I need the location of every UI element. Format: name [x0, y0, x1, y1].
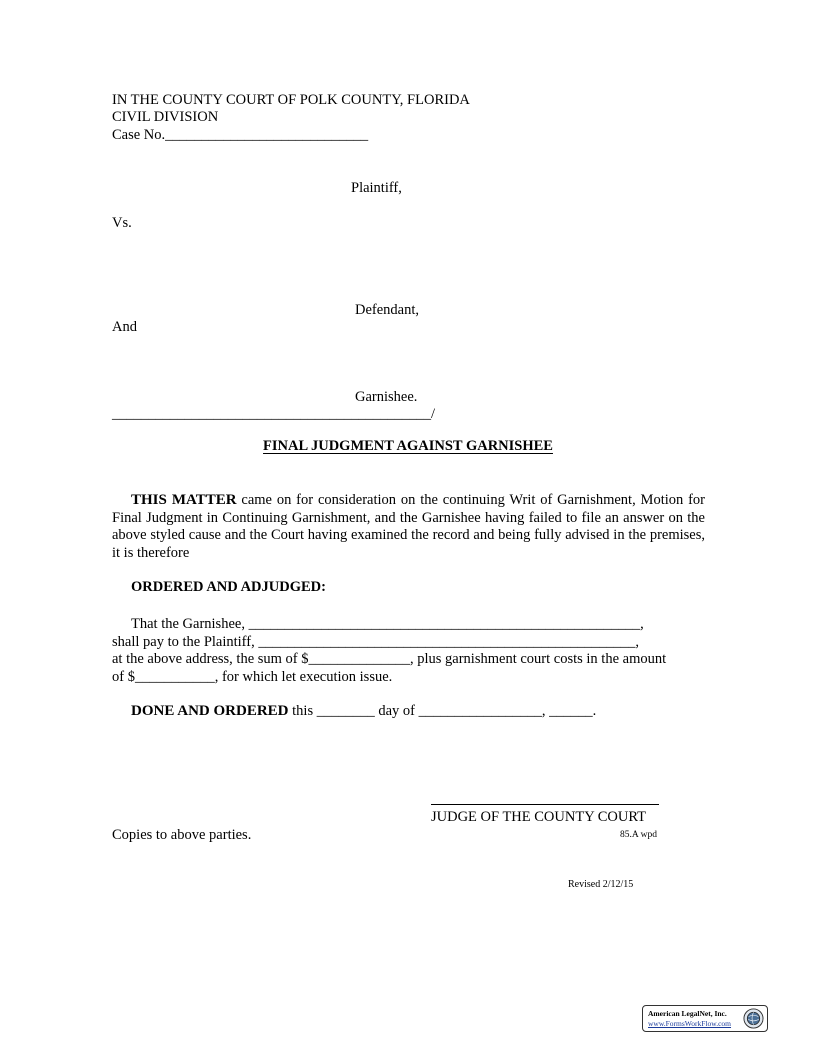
order-line-plaintiff: shall pay to the Plaintiff, ____________________________________________________,	[112, 634, 639, 650]
versus-label: Vs.	[112, 215, 132, 231]
logo-company-name: American LegalNet, Inc.	[648, 1009, 727, 1018]
caption-closing-line: ____________________________________________/	[112, 406, 436, 422]
judge-signature-label: JUDGE OF THE COUNTY COURT	[431, 809, 647, 825]
this-matter-lead: THIS MATTER	[131, 492, 237, 508]
plaintiff-label: Plaintiff,	[351, 180, 402, 196]
revised-date: Revised 2/12/15	[568, 879, 634, 890]
court-name: IN THE COUNTY COURT OF POLK COUNTY, FLORIDA	[112, 92, 470, 108]
globe-seal-icon	[743, 1008, 764, 1029]
order-line-sum: at the above address, the sum of $______________, plus garnishment court costs in the amount	[112, 651, 667, 667]
division: CIVIL DIVISION	[112, 109, 219, 125]
judge-signature-line	[431, 804, 659, 805]
body-paragraph	[112, 492, 705, 562]
form-code: 85.A wpd	[620, 830, 657, 840]
done-text: this ________ day of _________________, ______.	[288, 703, 597, 719]
ordered-heading: ORDERED AND ADJUDGED:	[131, 579, 326, 595]
garnishee-label: Garnishee.	[355, 389, 418, 405]
copies-note: Copies to above parties.	[112, 827, 252, 843]
document-title-text: FINAL JUDGMENT AGAINST GARNISHEE	[263, 438, 553, 454]
body-text: came on for consideration on the continuing Writ of Garnishment, Motion for Final Judgment in Continuing Garnishment, and the Garnishee having failed to file an answer on the above styled cause and the Court having examined the record and being fully advised in the premises, it is therefore	[112, 492, 705, 561]
defendant-label: Defendant,	[355, 302, 420, 318]
order-line-costs: of $___________, for which let execution issue.	[112, 669, 393, 685]
document-title	[0, 438, 816, 455]
american-legalnet-logo	[642, 1005, 768, 1032]
done-and-ordered	[131, 703, 596, 720]
and-label: And	[112, 319, 137, 335]
logo-website-link[interactable]: www.FormsWorkFlow.com	[648, 1019, 732, 1028]
case-number-field: Case No.____________________________	[112, 127, 369, 143]
order-line-garnishee: That the Garnishee, ______________________________________________________,	[131, 616, 644, 632]
done-lead: DONE AND ORDERED	[131, 703, 289, 719]
